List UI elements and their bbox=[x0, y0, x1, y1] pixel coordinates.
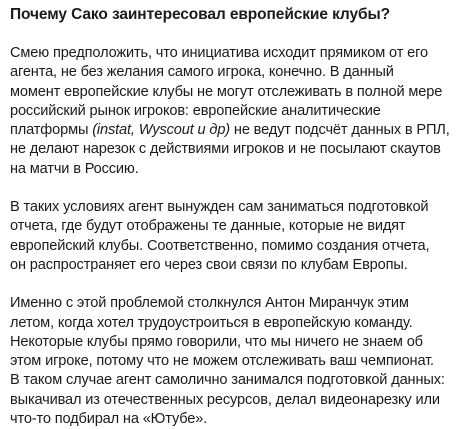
text-segment: этом игроке, потому что не можем отслеживать ваш чемпионат. bbox=[10, 353, 434, 370]
text-segment: летом, когда хотел трудоустроиться в европейскую команду. bbox=[10, 314, 413, 331]
text-line bbox=[10, 391, 464, 410]
text-line bbox=[10, 198, 464, 217]
text-segment: на матчи в Россию. bbox=[10, 160, 139, 177]
post-title: Почему Сако заинтересовал европейские клубы? bbox=[10, 6, 390, 23]
text-line bbox=[10, 160, 464, 179]
text-line bbox=[10, 83, 464, 102]
text-segment: В таком случае агент самолично занимался подготовкой данных: bbox=[10, 372, 445, 389]
text-segment: выкачивал из отечественных ресурсов, делал видеонарезку или bbox=[10, 391, 440, 408]
text-line bbox=[10, 371, 464, 390]
italic-text: (instat, Wyscout и др) bbox=[92, 122, 230, 139]
text-line bbox=[10, 352, 464, 371]
text-line bbox=[10, 294, 464, 313]
text-line bbox=[10, 140, 464, 159]
text-line bbox=[10, 256, 464, 275]
text-segment: что-то подбирал на «Ютубе». bbox=[10, 411, 208, 428]
text-segment: Именно с этой проблемой столкнулся Антон Миранчук этим bbox=[10, 295, 409, 312]
post-body bbox=[10, 44, 464, 429]
post-paragraph bbox=[10, 198, 464, 275]
post-paragraph bbox=[10, 44, 464, 179]
text-segment: В таких условиях агент вынужден сам заниматься подготовкой bbox=[10, 199, 429, 216]
text-segment: российский рынок игроков: европейские аналитические bbox=[10, 102, 381, 119]
text-line bbox=[10, 410, 464, 429]
text-segment: не ведут подсчёт данных в РПЛ, bbox=[230, 122, 450, 139]
text-segment: европейский клубы. Соответственно, помимо создания отчета, bbox=[10, 237, 430, 254]
text-line bbox=[10, 102, 464, 121]
text-line bbox=[10, 237, 464, 256]
text-line bbox=[10, 44, 464, 63]
text-line bbox=[10, 333, 464, 352]
text-segment: отчета, где будут отображены те данные, которые не видят bbox=[10, 218, 406, 235]
text-segment: Некоторые клубы прямо говорили, что мы ничего не знаем об bbox=[10, 333, 423, 350]
text-segment: момент европейские клубы не могут отслеживать в полной мере bbox=[10, 83, 443, 100]
text-line bbox=[10, 314, 464, 333]
text-segment: он распространяет его через свои связи по клубам Европы. bbox=[10, 256, 408, 273]
text-line bbox=[10, 217, 464, 236]
post-paragraph bbox=[10, 294, 464, 429]
text-line bbox=[10, 63, 464, 82]
text-segment: платформы bbox=[10, 122, 93, 139]
text-segment: не делают нарезок с действиями игроков и не посылают скаутов bbox=[10, 141, 441, 158]
text-segment: агента, не без желания самого игрока, конечно. В данный bbox=[10, 64, 394, 81]
text-line bbox=[10, 121, 464, 140]
text-segment: Смею предположить, что инициатива исходит прямиком от его bbox=[10, 45, 428, 61]
